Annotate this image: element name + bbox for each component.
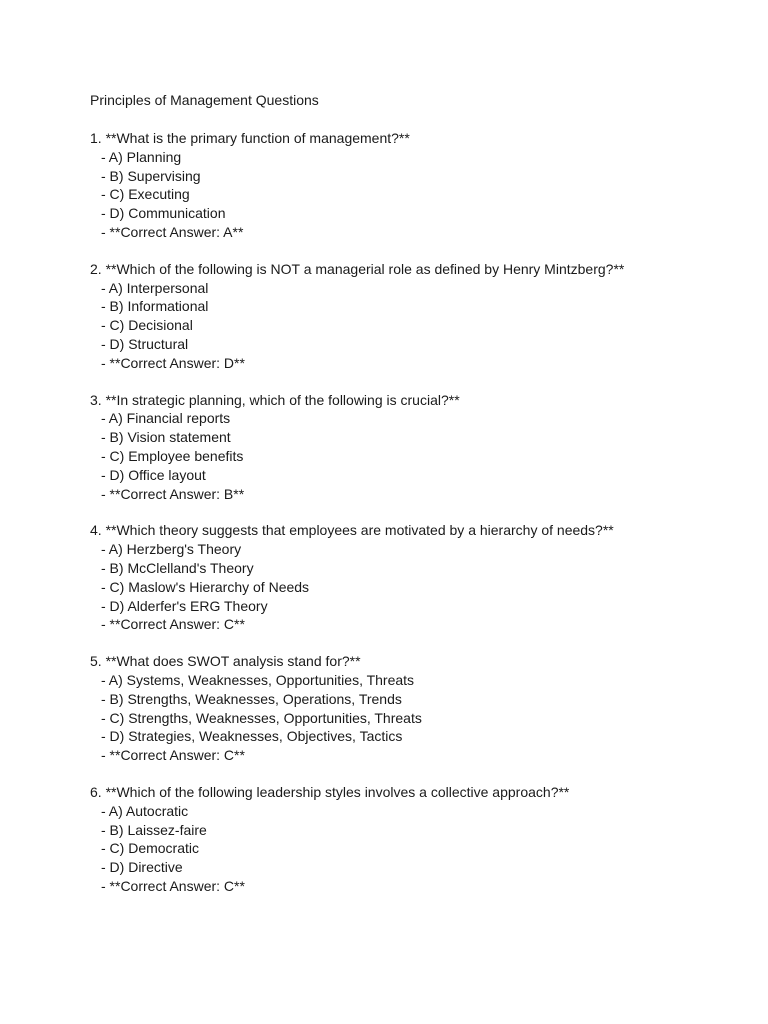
answer-option: - B) McClelland's Theory [101,559,254,576]
answer-option: - D) Communication [101,205,226,222]
answer-option: - C) Employee benefits [101,447,244,464]
question-prompt: 2. **Which of the following is NOT a managerial role as defined by Henry Mintzberg?** [90,260,625,277]
question-prompt: 3. **In strategic planning, which of the following is crucial?** [90,391,460,408]
question-6 [90,783,750,896]
correct-answer: - **Correct Answer: C** [101,747,245,764]
question-prompt: 4. **Which theory suggests that employees are motivated by a hierarchy of needs?** [90,522,614,539]
question-5 [90,652,750,765]
correct-answer: - **Correct Answer: C** [101,616,245,633]
answer-option: - C) Democratic [101,840,200,857]
question-4 [90,521,750,634]
question-1 [90,129,750,242]
answer-option: - A) Systems, Weaknesses, Opportunities, Threats [101,671,415,688]
answer-option: - A) Herzberg's Theory [101,541,242,558]
document-title: Principles of Management Questions [90,92,319,108]
correct-answer: - **Correct Answer: D** [101,354,245,371]
question-prompt: 6. **Which of the following leadership styles involves a collective approach?** [90,783,570,800]
correct-answer: - **Correct Answer: B** [101,485,245,502]
answer-option: - C) Executing [101,186,190,203]
answer-option: - D) Office layout [101,466,206,483]
answer-option: - B) Laissez-faire [101,821,207,838]
question-prompt: 1. **What is the primary function of management?** [90,130,410,146]
answer-option: - C) Strengths, Weaknesses, Opportunities, Threats [101,709,422,726]
answer-option: - D) Structural [101,335,189,352]
answer-option: - A) Interpersonal [101,279,209,296]
question-3 [90,391,750,504]
correct-answer: - **Correct Answer: A** [101,223,244,240]
answer-option: - A) Planning [101,148,182,165]
answer-option: - C) Maslow's Hierarchy of Needs [101,578,310,595]
answer-option: - A) Autocratic [101,802,189,819]
answer-option: - B) Supervising [101,167,201,184]
answer-option: - D) Directive [101,859,183,876]
answer-option: - D) Alderfer's ERG Theory [101,597,268,614]
question-2 [90,260,750,373]
document-page [90,91,750,914]
answer-option: - B) Strengths, Weaknesses, Operations, Trends [101,690,402,707]
answer-option: - B) Informational [101,298,209,315]
answer-option: - C) Decisional [101,317,193,334]
correct-answer: - **Correct Answer: C** [101,877,245,894]
answer-option: - A) Financial reports [101,410,231,427]
question-prompt: 5. **What does SWOT analysis stand for?** [90,653,361,670]
answer-option: - B) Vision statement [101,429,231,446]
answer-option: - D) Strategies, Weaknesses, Objectives, Tactics [101,728,403,745]
